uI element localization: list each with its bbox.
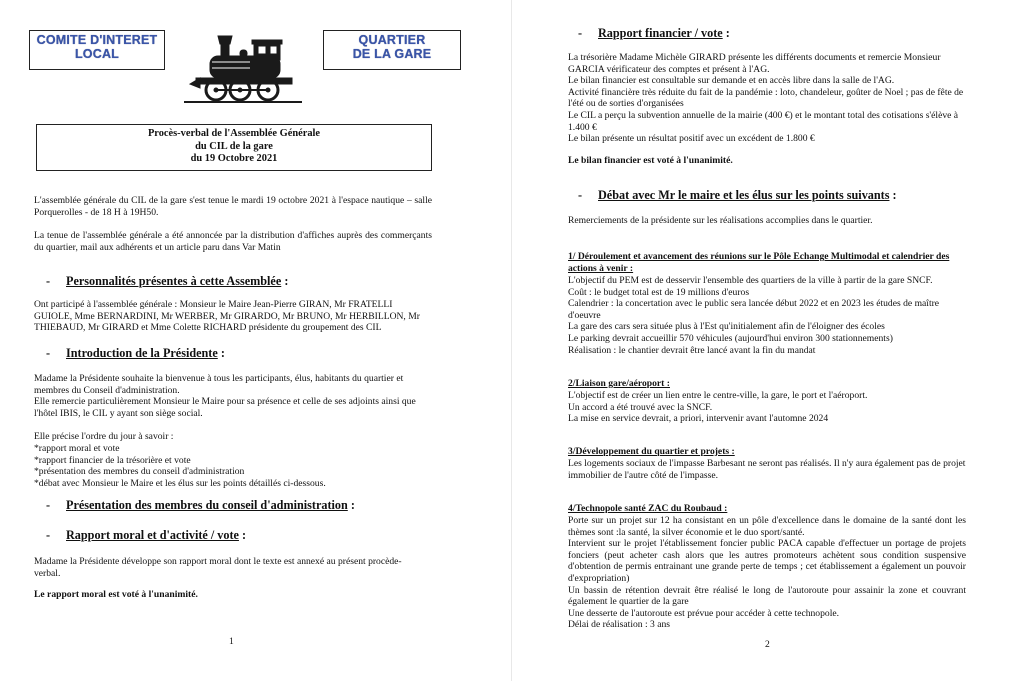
title-line3: du 19 Octobre 2021: [190, 153, 278, 164]
rapport-financier-text: [568, 52, 966, 145]
section-title: Débat avec Mr le maire et les élus sur les points suivants: [598, 188, 890, 202]
section-heading-rapport-financier: [578, 26, 730, 40]
financier-line: Activité financière très réduite du fait de la pandémie : loto, chandeleur, goûter de Noel ; pas de fête de l'été ou de sorties d'organisées: [568, 86, 964, 110]
item1-line: Coût : le budget total est de 19 millions d'euros: [568, 286, 750, 298]
debat-text: Remerciements de la présidente sur les réalisations accomplies dans le quartier.: [568, 215, 873, 226]
item1-line: L'objectif du PEM est de desservir l'ensemble des quartiers de la ville à partir de la gare SNCF.: [568, 275, 933, 286]
rapport-financier-vote: Le bilan financier est voté à l'unanimité.: [568, 155, 733, 166]
intro-paragraph-1: L'assemblée générale du CIL de la gare s'est tenue le mardi 19 octobre 2021 à l'espace nautique – salle Porquerolles - de 18 H à 19H50.: [34, 195, 432, 218]
section-colon: :: [281, 274, 289, 288]
section-title: Personnalités présentes à cette Assemblée: [66, 274, 282, 288]
section-heading-presentation: [46, 498, 355, 512]
section-colon: :: [217, 346, 225, 360]
agenda-intro: Elle précise l'ordre du jour à savoir :: [34, 431, 174, 442]
item1-line: Réalisation : le chantier devrait être lancé avant la fin du mandat: [568, 344, 816, 356]
item3-title: 3/Développement du quartier et projets :: [568, 446, 735, 457]
agenda-item: *rapport financier de la trésorière et vote: [34, 454, 191, 466]
item4-line: Porte sur un projet sur 12 ha consistant en un pôle d'excellence dans le domaine de la santé dont les thèmes sont :la santé, la silver économie et le duo sport/santé.: [568, 515, 966, 538]
agenda-item: *rapport moral et vote: [34, 443, 120, 454]
section-dash: -: [46, 528, 51, 542]
introduction-paragraph-2: Elle remercie particulièrement Monsieur le Maire pour sa présence et celle de ses adjoints ainsi que l'hôtel IBIS, le CIL y ayant son siège social.: [34, 396, 416, 419]
rapport-moral-vote: Le rapport moral est voté à l'unanimité.: [34, 589, 198, 600]
section-heading-rapport-moral: [46, 528, 246, 542]
item4-line: Une desserte de l'autoroute est prévue pour accéder à cette technopole.: [568, 607, 840, 619]
section-colon: :: [722, 26, 730, 40]
title-line2: du CIL de la gare: [195, 140, 273, 152]
item2-title: 2/Liaison gare/aéroport :: [568, 378, 670, 389]
section-heading-introduction: [46, 346, 225, 360]
item1-text: [568, 275, 966, 356]
intro-paragraph-2: La tenue de l'assemblée générale a été annoncée par la distribution d'affiches auprès des commerçants du quartier, mail aux adhérents et un article paru dans Var Matin: [34, 230, 432, 253]
page-gutter: [511, 0, 512, 681]
section-title: Introduction de la Présidente: [66, 346, 218, 360]
personnalites-text: Ont participé à l'assemblée générale : Monsieur le Maire Jean-Pierre GIRAN, Mr FRATELLI GUIOLE, Mme BERNARDINI, Mr WERBER, Mr GIRARDO, Mr BRUNO, Mr HERBILLON, Mr THIEBAUD, Mr GIRARD et Mme Colette RICHARD présidente du groupement des CIL: [34, 299, 420, 334]
item4-line: Délai de réalisation : 3 ans: [568, 619, 671, 631]
document-title-box: [36, 124, 432, 171]
agenda-list: [34, 443, 424, 489]
item1-line: Le parking devrait accueillir 570 véhicules (aujourd'hui environ 300 stationnements): [568, 332, 893, 344]
page-number-2: 2: [765, 639, 770, 650]
header-box-quartier: [323, 30, 461, 70]
header-left-line1: COMITE D'INTERET: [36, 33, 158, 47]
header-left-line2: LOCAL: [74, 47, 120, 61]
section-dash: -: [46, 346, 51, 360]
section-title: Rapport financier / vote: [598, 26, 723, 40]
section-colon: :: [347, 498, 355, 512]
agenda-item: *débat avec Monsieur le Maire et les élus sur les points détaillés ci-dessous.: [34, 477, 326, 489]
section-colon: :: [889, 188, 897, 202]
section-dash: -: [578, 26, 583, 40]
item4-text: [568, 515, 966, 631]
item2-line: La mise en service devrait, a priori, intervenir avant l'automne 2024: [568, 413, 829, 425]
header-box-comite: [29, 30, 165, 70]
financier-line: Le CIL a perçu la subvention annuelle de la mairie (400 €) et le montant total des cotisations s'élève à 1.400 €: [568, 109, 959, 133]
item1-title: 1/ Déroulement et avancement des réunions sur le Pôle Echange Multimodal et calendrier des actions à venir :: [568, 251, 950, 274]
item2-line: Un accord a été trouvé avec la SNCF.: [568, 401, 713, 413]
introduction-paragraph-1: Madame la Présidente souhaite la bienvenue à tous les participants, élus, habitants du quartier et membres du Conseil d'administration.: [34, 373, 404, 396]
section-heading-debat: [578, 188, 897, 202]
title-line1: Procès-verbal de l'Assemblée Générale: [147, 128, 321, 139]
agenda-item: *présentation des membres du conseil d'administration: [34, 466, 245, 478]
section-dash: -: [46, 274, 51, 288]
header-right-line1: QUARTIER: [358, 33, 426, 47]
item1-line: La gare des cars sera située plus à l'Est qu'initialement afin de l'éloigner des écoles: [568, 321, 885, 333]
section-title: Présentation des membres du conseil d'administration: [66, 498, 348, 512]
financier-line: Le bilan présente un résultat positif avec un excédent de 1.800 €: [568, 133, 815, 145]
item1-line: Calendrier : la concertation avec le public sera lancée début 2022 et en 2023 les études de maître d'oeuvre: [568, 298, 940, 321]
item4-title: 4/Technopole santé ZAC du Roubaud :: [568, 503, 728, 514]
item3-text: Les logements sociaux de l'impasse Barbesant ne seront pas réalisés. Il n'y aura également pas de projet immobilier de l'autre côté de l'impasse.: [568, 458, 966, 481]
financier-line: Le bilan financier est consultable sur demande et en accès libre dans la salle de l'AG.: [568, 75, 895, 87]
financier-line: La trésorière Madame Michèle GIRARD présente les différents documents et remercie Monsieur GARCIA vérificateur des comptes et présent à l'AG.: [568, 52, 941, 75]
item2-text: [568, 390, 966, 425]
section-colon: :: [238, 528, 247, 542]
section-title: Rapport moral et d'activité / vote: [66, 528, 239, 542]
page-number-1: 1: [229, 636, 234, 647]
section-heading-personnalites: [46, 274, 288, 288]
section-dash: -: [46, 498, 51, 512]
locomotive-icon: [182, 32, 304, 106]
header-right-line2: DE LA GARE: [352, 47, 432, 61]
item4-line: Intervient sur le projet l'établissement foncier public PACA capable d'effectuer un portage de projets fonciers (peut acheter cash alors que les autres promoteurs achètent sous condition suspensive d'obtention de permis entrainant une grande perte de temps ; cet établissement a également un pouvoir d'expropriation): [568, 538, 966, 584]
section-dash: -: [578, 188, 583, 202]
rapport-moral-text: Madame la Présidente développe son rapport moral dont le texte est annexé au présent procède-verbal.: [34, 556, 402, 579]
item2-line: L'objectif est de créer un lien entre le centre-ville, la gare, le port et l'aéroport.: [568, 390, 868, 401]
item4-line: Un bassin de rétention devrait être réalisé le long de l'autoroute pour assainir la zone et couvrant également le quartier de la gare: [568, 584, 966, 608]
